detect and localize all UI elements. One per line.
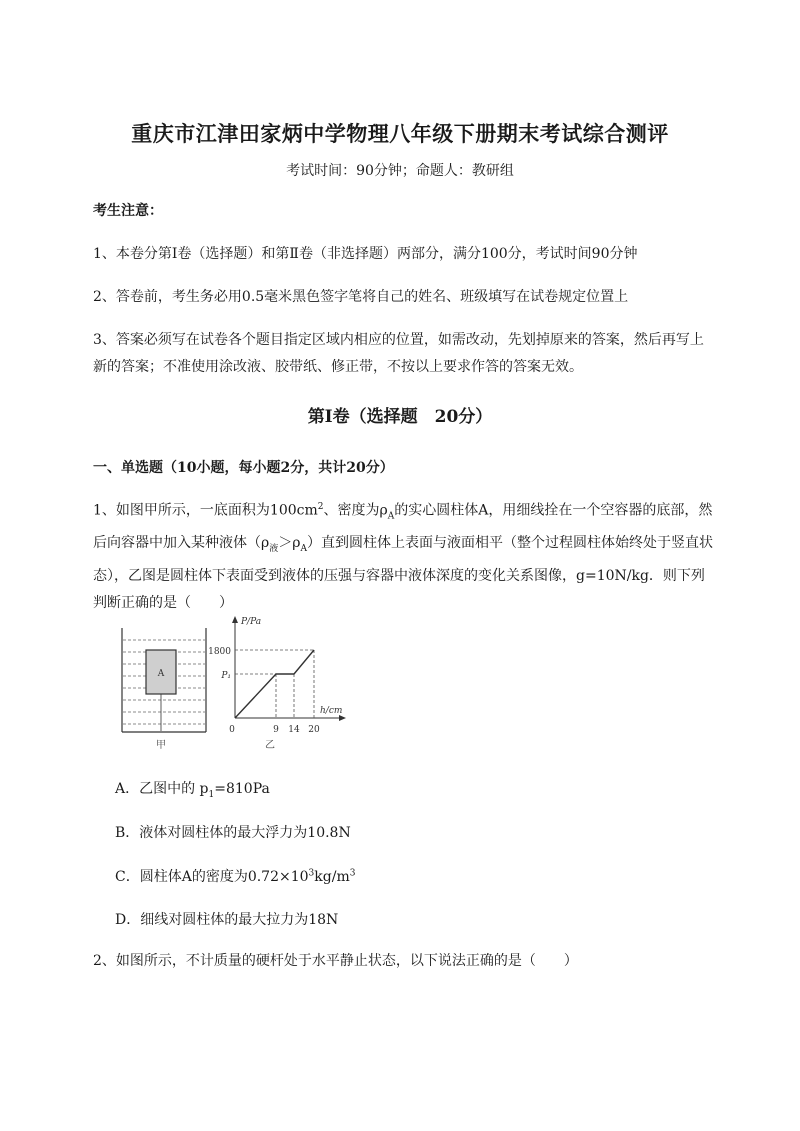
x-tick-9: 9 xyxy=(273,725,279,735)
y-axis-label: P/Pa xyxy=(241,617,262,627)
y-tick-1800: 1800 xyxy=(208,647,231,657)
option-b[interactable]: B．液体对圆柱体的最大浮力为10.8N xyxy=(115,825,351,841)
x-axis-label: h/cm xyxy=(320,706,343,716)
part-heading: 一、单选题（10小题，每小题2分，共计20分） xyxy=(93,460,394,476)
notice-item-2: 2、答卷前，考生务必用0.5毫米黑色签字笔将自己的姓名、班级填写在试卷规定位置上 xyxy=(93,289,629,305)
option-d[interactable]: D．细线对圆柱体的最大拉力为18N xyxy=(115,912,339,928)
option-a[interactable]: A．乙图中的 $p_1=810Pa$ xyxy=(115,781,270,800)
x-tick-14: 14 xyxy=(288,725,300,735)
container-diagram xyxy=(122,628,206,732)
notice-heading: 考生注意： xyxy=(93,203,163,219)
section-title: 第I卷（选择题 20分） xyxy=(307,407,493,427)
notice-item-1: 1、本卷分第I卷（选择题）和第Ⅱ卷（非选择题）两部分，满分100分，考试时间90分钟 xyxy=(93,246,638,262)
question-1-text: 1、如图甲所示，一底面积为$100cm^2$、密度为$\rho_A$的实心圆柱体A，用细线拴在一个空容器的底部，然后向容器中加入某种液体$(\rho_液>\rho_A)$直到圆柱体上表面与液面相平（整个过程圆柱体始终处于竖直状态），乙图是圆柱体下表面受到液体的压强与容器中液体深度的变化关系图像，g=10N/kg．则下列判断正确的是（ ） xyxy=(93,502,713,612)
option-c[interactable]: C．圆柱体A的密度为$0.72\times 10^3kg/m^3$ xyxy=(115,868,356,885)
x-tick-0: 0 xyxy=(229,725,235,735)
figure-yi-label: 乙 xyxy=(265,740,275,750)
pressure-graph xyxy=(208,616,346,735)
exam-subtitle: 考试时间：90分钟；命题人：教研组 xyxy=(286,163,514,179)
page-title: 重庆市江津田家炳中学物理八年级下册期末考试综合测评 xyxy=(131,121,669,146)
notice-item-3: 3、答案必须写在试卷各个题目指定区域内相应的位置，如需改动，先划掉原来的答案，然后再写上新的答案；不准使用涂改液、胶带纸、修正带，不按以上要求作答的答案无效。 xyxy=(93,332,704,375)
question-1-figure xyxy=(110,610,370,754)
y-tick-p1: P₁ xyxy=(221,671,231,681)
pressure-curve xyxy=(235,650,314,718)
cylinder-a-label: A xyxy=(157,669,165,679)
question-2-text: 2、如图所示，不计质量的硬杆处于水平静止状态，以下说法正确的是（ ） xyxy=(93,953,578,969)
x-tick-20: 20 xyxy=(308,725,320,735)
figure-jia-label: 甲 xyxy=(156,740,166,750)
